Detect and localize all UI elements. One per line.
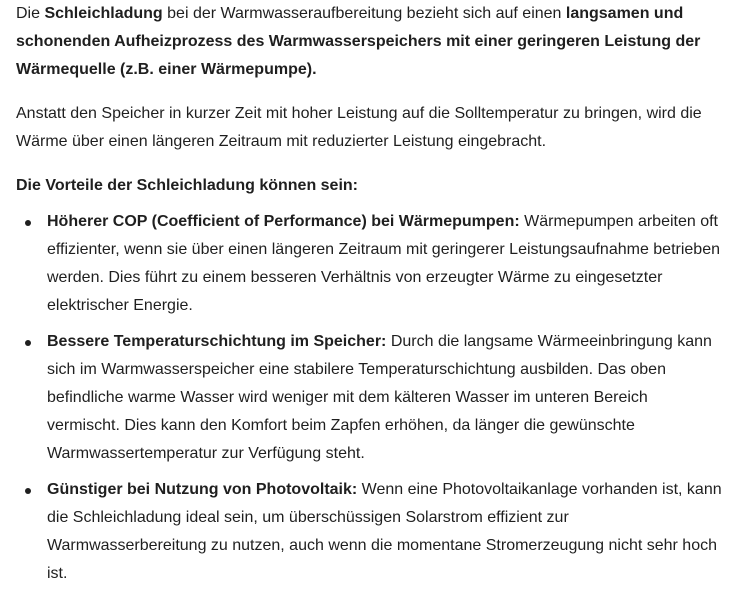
intro-prefix: Die: [16, 5, 45, 22]
advantages-list: [16, 208, 724, 588]
advantage-title: Günstiger bei Nutzung von Photovoltaik:: [47, 481, 358, 498]
response-content: [16, 0, 724, 596]
advantage-text: Wenn eine Photovoltaikanlage vorhanden ist, kann die Schleichladung ideal sein, um überschüssigen Solarstrom effizient zur Warmwasserbereitung zu nutzen, auch wenn die momentane Stromerzeugung nicht sehr hoch ist.: [47, 481, 722, 582]
intro-paragraph: [16, 0, 724, 84]
intro-middle: bei der Warmwasseraufbereitung bezieht sich auf einen: [162, 5, 566, 22]
bullet-icon: [25, 488, 31, 494]
advantage-text: Wärmepumpen arbeiten oft effizienter, wenn sie über einen längeren Zeitraum mit geringerer Leistungsaufnahme betrieben werden. Dies führt zu einem besseren Verhältnis von erzeugter Wärme zu eingesetzter elektrischer Energie.: [47, 213, 720, 314]
advantage-item-photovoltaik: [16, 476, 724, 588]
advantage-item-schichtung: [16, 328, 724, 468]
advantages-heading: Die Vorteile der Schleichladung können sein:: [16, 177, 358, 194]
bullet-icon: [25, 340, 31, 346]
advantage-title: Bessere Temperaturschichtung im Speicher:: [47, 333, 387, 350]
advantage-item-cop: [16, 208, 724, 320]
advantage-text: Durch die langsame Wärmeeinbringung kann sich im Warmwasserspeicher eine stabilere Temperaturschichtung ausbilden. Das oben befindliche warme Wasser wird weniger mit dem kälteren Wasser im unteren Bereich vermischt. Dies kann den Komfort beim Zapfen erhöhen, da länger die gewünschte Warmwassertemperatur zur Verfügung steht.: [47, 333, 712, 462]
intro-highlight: langsamen und schonenden Aufheizprozess des Warmwasserspeichers mit einer geringeren Leistung der Wärmequelle (z.B. einer Wärmepumpe).: [16, 5, 701, 78]
second-paragraph: Anstatt den Speicher in kurzer Zeit mit hoher Leistung auf die Solltemperatur zu bringen, wird die Wärme über einen längeren Zeitraum mit reduzierter Leistung eingebracht.: [16, 105, 702, 150]
intro-term: Schleichladung: [44, 5, 163, 22]
advantage-title: Höherer COP (Coefficient of Performance) bei Wärmepumpen:: [47, 213, 520, 230]
bullet-icon: [25, 220, 31, 226]
